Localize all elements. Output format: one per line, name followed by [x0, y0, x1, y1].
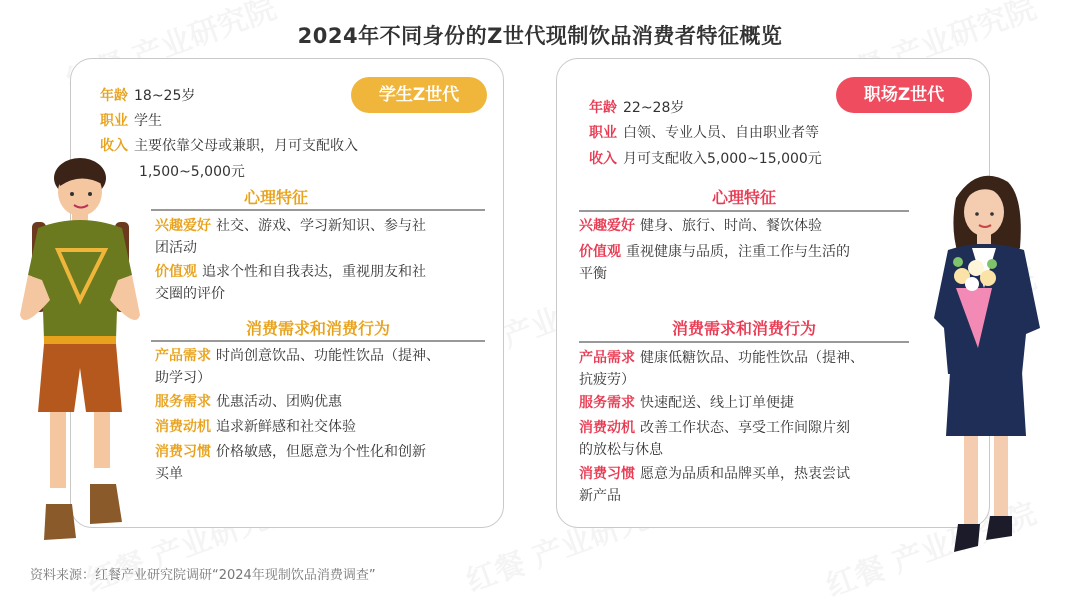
age-value: 22~28岁: [623, 100, 685, 116]
values-value-2: 交圈的评价: [155, 286, 225, 302]
product-value-2: 助学习）: [155, 370, 211, 386]
psych-title: 心理特征: [711, 188, 776, 207]
income-value-2: 1,500~5,000元: [139, 164, 245, 180]
job-value: 白领、专业人员、自由职业者等: [623, 125, 819, 141]
psych-title: 心理特征: [243, 188, 308, 207]
product-value-2: 抗疲劳）: [579, 372, 635, 388]
product-label: 产品需求: [155, 348, 211, 364]
source-note: 资料来源：红餐产业研究院调研“2024年现制饮品消费调查”: [30, 568, 376, 583]
service-row: [579, 392, 919, 414]
habit-row: [579, 463, 919, 507]
service-label: 服务需求: [155, 394, 211, 410]
values-label: 价值观: [155, 264, 197, 280]
motive-label: 消费动机: [155, 419, 211, 435]
age-row: [100, 84, 195, 108]
product-value: 时尚创意饮品、功能性饮品（提神、: [216, 348, 440, 364]
hobby-value-2: 团活动: [155, 240, 197, 256]
student-badge: 学生Z世代: [351, 77, 487, 113]
income-value: 月可支配收入5,000~15,000元: [623, 151, 822, 167]
motive-value: 改善工作状态、享受工作间隙片刻: [640, 420, 850, 436]
habit-value: 愿意为品质和品牌买单，热衷尝试: [640, 466, 850, 482]
service-row: [155, 391, 495, 413]
section-divider: [579, 210, 909, 212]
hobby-label: 兴趣爱好: [155, 218, 211, 234]
motive-row: [579, 417, 919, 461]
product-row: [579, 347, 919, 391]
age-label: 年龄: [100, 88, 128, 104]
habit-value-2: 买单: [155, 466, 183, 482]
hobby-value: 健身、旅行、时尚、餐饮体验: [640, 218, 822, 234]
income-row-2: [139, 160, 245, 184]
values-label: 价值观: [579, 244, 621, 260]
job-label: 职业: [100, 113, 128, 129]
job-value: 学生: [134, 113, 162, 129]
age-value: 18~25岁: [134, 88, 196, 104]
income-label: 收入: [100, 138, 128, 154]
income-label: 收入: [589, 151, 617, 167]
age-row: [589, 96, 684, 120]
motive-row: [155, 416, 495, 438]
worker-illustration: [928, 168, 1058, 558]
values-value: 追求个性和自我表达，重视朋友和社: [202, 264, 426, 280]
job-row: [589, 121, 819, 145]
section-divider: [151, 209, 485, 211]
consume-title: 消费需求和消费行为: [245, 319, 390, 338]
hobby-row: [579, 215, 919, 237]
habit-label: 消费习惯: [155, 444, 211, 460]
values-value: 重视健康与品质，注重工作与生活的: [626, 244, 850, 260]
worker-badge: 职场Z世代: [836, 77, 972, 113]
habit-row: [155, 441, 495, 485]
hobby-row: [155, 215, 495, 259]
values-row: [155, 261, 495, 305]
habit-value-2: 新产品: [579, 488, 621, 504]
page-title: 2024年不同身份的Z世代现制饮品消费者特征概览: [297, 24, 783, 48]
student-illustration: [10, 150, 150, 545]
job-row: [100, 109, 162, 133]
income-row: [589, 147, 822, 171]
consume-title: 消费需求和消费行为: [671, 319, 816, 338]
values-value-2: 平衡: [579, 266, 607, 282]
job-label: 职业: [589, 125, 617, 141]
habit-value: 价格敏感，但愿意为个性化和创新: [216, 444, 426, 460]
age-label: 年龄: [589, 100, 617, 116]
product-value: 健康低糖饮品、功能性饮品（提神、: [640, 350, 864, 366]
section-divider: [579, 341, 909, 343]
motive-label: 消费动机: [579, 420, 635, 436]
income-value: 主要依靠父母或兼职，月可支配收入: [134, 138, 358, 154]
product-row: [155, 345, 495, 389]
motive-value: 追求新鲜感和社交体验: [216, 419, 356, 435]
service-value: 快速配送、线上订单便捷: [640, 395, 794, 411]
habit-label: 消费习惯: [579, 466, 635, 482]
service-value: 优惠活动、团购优惠: [216, 394, 342, 410]
hobby-label: 兴趣爱好: [579, 218, 635, 234]
motive-value-2: 的放松与休息: [579, 442, 663, 458]
service-label: 服务需求: [579, 395, 635, 411]
product-label: 产品需求: [579, 350, 635, 366]
section-divider: [151, 340, 485, 342]
hobby-value: 社交、游戏、学习新知识、参与社: [216, 218, 426, 234]
values-row: [579, 241, 919, 285]
worker-panel: [556, 58, 990, 528]
